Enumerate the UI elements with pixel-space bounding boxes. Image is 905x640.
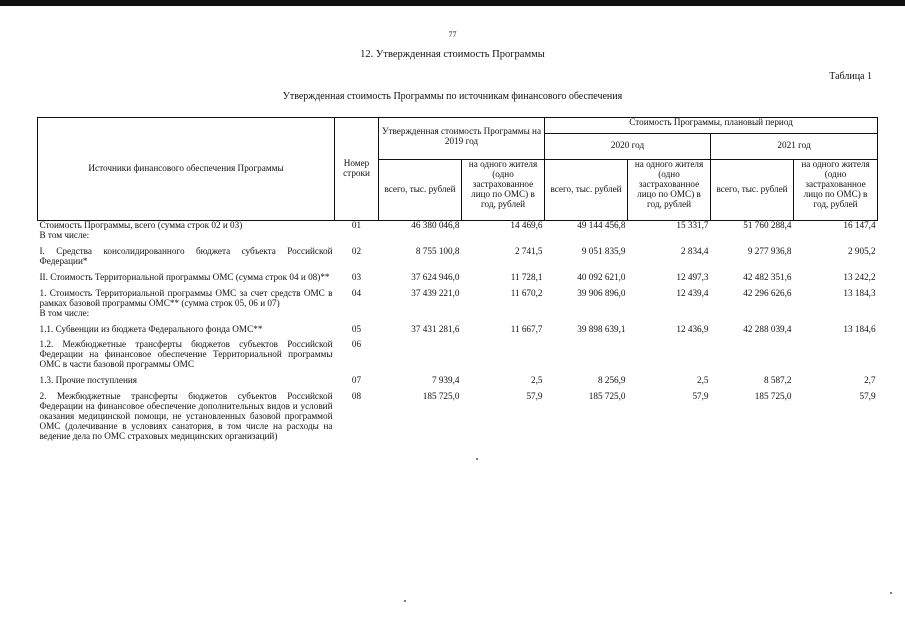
table-row xyxy=(38,386,878,442)
row-number-cell: 04 xyxy=(351,287,362,298)
row-number-cell: 05 xyxy=(351,323,362,334)
per-capita-2021-cell: 13 184,6 xyxy=(843,323,876,334)
table-row xyxy=(38,221,878,241)
header-2019-per-capita: на одного жителя (одно застрахованное лицо по ОМС) в год, рублей xyxy=(462,160,545,221)
per-capita-2019-cell xyxy=(462,334,545,370)
total-2020-cell: 185 725,0 xyxy=(588,391,626,402)
per-capita-2019-cell: 11 728,1 xyxy=(510,271,543,282)
section-title: 12. Утвержденная стоимость Программы xyxy=(360,49,545,60)
total-2019-cell: 37 624 946,0 xyxy=(411,271,460,282)
total-2019-cell: 37 439 221,0 xyxy=(411,287,460,298)
per-capita-2021-cell: 16 147,4 xyxy=(843,220,876,230)
header-2021-per-capita: на одного жителя (одно застрахованное лицо по ОМС) в год, рублей xyxy=(794,160,878,221)
row-number-cell: 01 xyxy=(351,220,362,230)
total-2021-cell: 51 760 288,4 xyxy=(743,220,792,230)
source-label-cell: 2. Межбюджетные трансферты бюджетов субъектов Российской Федерации на финансовое обеспечение дополнительных видов и условий оказания медицинской помощи, не установленных базовой программой ОМС (долечивание в условиях санатория, в том числе на расходы на ведение дела по ОМС страховых медицинских организаций) xyxy=(39,391,333,441)
total-2019-cell: 8 755 100,8 xyxy=(415,245,460,256)
total-2021-cell: 185 725,0 xyxy=(754,391,792,402)
source-label-cell: Стоимость Программы, всего (сумма строк 02 и 03) В том числе: xyxy=(39,220,243,240)
row-number-cell: 03 xyxy=(351,271,362,282)
total-2020-cell: 39 898 639,1 xyxy=(577,323,626,334)
per-capita-2019-cell: 11 670,2 xyxy=(510,287,543,298)
per-capita-2019-cell: 14 469,6 xyxy=(510,220,543,230)
table-label: Таблица 1 xyxy=(829,71,872,82)
table-row xyxy=(38,334,878,370)
page-number: 77 xyxy=(448,30,457,39)
per-capita-2020-cell: 57,9 xyxy=(692,391,709,402)
row-number-cell: 08 xyxy=(351,391,362,402)
per-capita-2021-cell: 13 242,2 xyxy=(843,271,876,282)
total-2021-cell: 42 296 626,6 xyxy=(743,287,792,298)
total-2019-cell: 46 380 046,8 xyxy=(411,220,460,230)
header-2020-per-capita: на одного жителя (одно застрахованное лицо по ОМС) в год, рублей xyxy=(628,160,711,221)
row-number-cell: 07 xyxy=(351,375,362,386)
per-capita-2021-cell xyxy=(794,334,878,370)
per-capita-2020-cell: 15 331,7 xyxy=(676,220,709,230)
per-capita-2021-cell: 57,9 xyxy=(859,391,876,402)
source-label-cell: 1. Стоимость Территориальной программы ОМС за счет средств ОМС в рамках базовой программы ОМС** (сумма строк 05, 06 и 07) В том числе: xyxy=(39,287,333,318)
source-label-cell: II. Стоимость Территориальной программы ОМС (сумма строк 04 и 08)** xyxy=(39,271,330,282)
per-capita-2021-cell: 2 905,2 xyxy=(848,245,876,256)
per-capita-2021-cell: 2,7 xyxy=(864,375,876,386)
header-year-2020: 2020 год xyxy=(545,133,711,159)
total-2019-cell xyxy=(379,334,462,370)
total-2020-cell: 49 144 456,8 xyxy=(577,220,626,230)
per-capita-2021-cell: 13 184,3 xyxy=(843,287,876,298)
header-source: Источники финансового обеспечения Программы xyxy=(38,118,335,221)
table-row xyxy=(38,370,878,386)
per-capita-2019-cell: 11 667,7 xyxy=(510,323,543,334)
table-row xyxy=(38,283,878,319)
header-2019-total: всего, тыс. рублей xyxy=(379,160,462,221)
table-row xyxy=(38,319,878,335)
header-2021-total: всего, тыс. рублей xyxy=(711,160,794,221)
table-caption: Утвержденная стоимость Программы по источникам финансового обеспечения xyxy=(282,91,623,102)
total-2021-cell: 42 288 039,4 xyxy=(743,323,792,334)
source-label-cell: 1.3. Прочие поступления xyxy=(39,375,138,386)
cost-table xyxy=(37,117,878,442)
scan-speck xyxy=(476,458,478,460)
total-2021-cell xyxy=(711,334,794,370)
header-row-number: Номер строки xyxy=(335,118,379,221)
table-body xyxy=(38,221,878,442)
total-2020-cell: 8 256,9 xyxy=(597,375,626,386)
scan-top-border xyxy=(0,0,905,6)
total-2020-cell: 9 051 835,9 xyxy=(581,245,626,256)
per-capita-2019-cell: 2 741,5 xyxy=(514,245,543,256)
per-capita-2020-cell: 12 497,3 xyxy=(676,271,709,282)
per-capita-2020-cell: 2,5 xyxy=(697,375,709,386)
total-2021-cell: 8 587,2 xyxy=(763,375,792,386)
row-number-cell: 02 xyxy=(351,245,362,256)
source-label-cell: 1.1. Субвенции из бюджета Федерального фонда ОМС** xyxy=(39,323,263,334)
per-capita-2020-cell xyxy=(628,334,711,370)
source-label-cell: I. Средства консолидированного бюджета субъекта Российской Федерации* xyxy=(39,245,333,266)
total-2021-cell: 9 277 936,8 xyxy=(747,245,792,256)
header-2020-total: всего, тыс. рублей xyxy=(545,160,628,221)
total-2019-cell: 185 725,0 xyxy=(422,391,460,402)
per-capita-2020-cell: 2 834,4 xyxy=(680,245,709,256)
per-capita-2019-cell: 2,5 xyxy=(531,375,543,386)
header-approved-2019: Утвержденная стоимость Программы на 2019 год xyxy=(379,118,545,160)
total-2019-cell: 37 431 281,6 xyxy=(411,323,460,334)
per-capita-2020-cell: 12 439,4 xyxy=(676,287,709,298)
table-row xyxy=(38,267,878,283)
per-capita-2020-cell: 12 436,9 xyxy=(676,323,709,334)
source-label-cell: 1.2. Межбюджетные трансферты бюджетов субъектов Российской Федерации на финансовое обеспечение Территориальной программы ОМС в части базовой программы ОМС xyxy=(39,339,333,370)
total-2020-cell xyxy=(545,334,628,370)
total-2020-cell: 39 906 896,0 xyxy=(577,287,626,298)
row-number-cell: 06 xyxy=(351,339,362,350)
scan-speck xyxy=(404,600,406,602)
header-planned-period: Стоимость Программы, плановый период xyxy=(545,118,878,134)
table-row xyxy=(38,241,878,267)
total-2020-cell: 40 092 621,0 xyxy=(577,271,626,282)
total-2021-cell: 42 482 351,6 xyxy=(743,271,792,282)
header-year-2021: 2021 год xyxy=(711,133,878,159)
per-capita-2019-cell: 57,9 xyxy=(526,391,543,402)
scan-speck xyxy=(890,592,892,594)
total-2019-cell: 7 939,4 xyxy=(431,375,460,386)
